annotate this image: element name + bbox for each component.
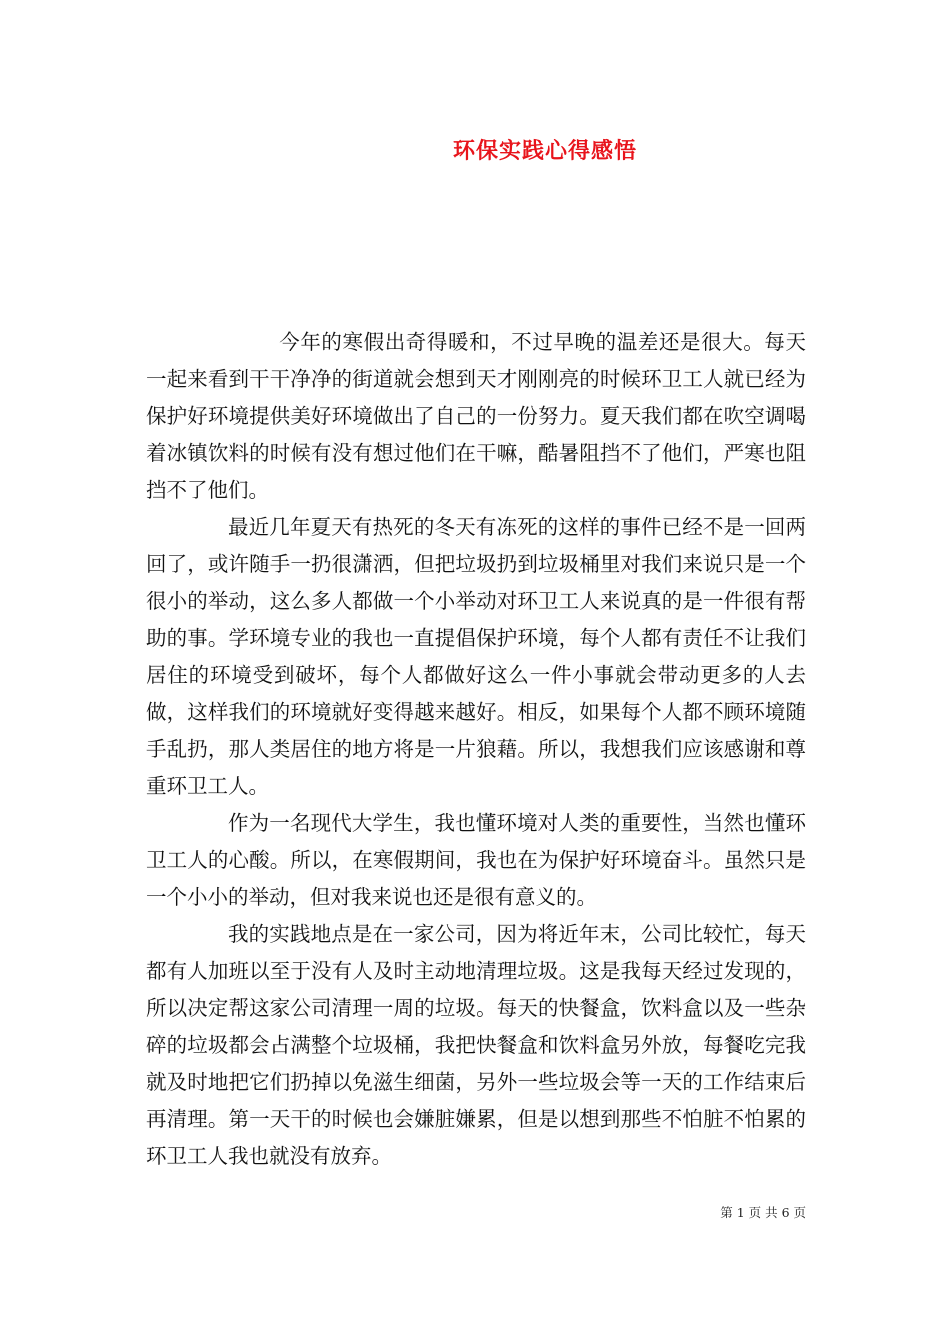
document-body bbox=[146, 324, 806, 1175]
paragraph-3: 作为一名现代大学生，我也懂环境对人类的重要性，当然也懂环卫工人的心酸。所以，在寒假期间，我也在为保护好环境奋斗。虽然只是一个小小的举动，但对我来说也还是很有意义的。 bbox=[146, 811, 806, 909]
page-title: 环保实践心得感悟 bbox=[452, 138, 637, 164]
paragraph-4: 我的实践地点是在一家公司，因为将近年末，公司比较忙，每天都有人加班以至于没有人及时主动地清理垃圾。这是我每天经过发现的，所以决定帮这家公司清理一周的垃圾。每天的快餐盒，饮料盒以及一些杂碎的垃圾都会占满整个垃圾桶，我把快餐盒和饮料盒另外放，每餐吃完我就及时地把它们扔掉以免滋生细菌，另外一些垃圾会等一天的工作结束后再清理。第一天干的时候也会嫌脏嫌累，但是以想到那些不怕脏不怕累的环卫工人我也就没有放弃。 bbox=[146, 922, 806, 1168]
paragraph-2: 最近几年夏天有热死的冬天有冻死的这样的事件已经不是一回两回了，或许随手一扔很潇洒，但把垃圾扔到垃圾桶里对我们来说只是一个很小的举动，这么多人都做一个小举动对环卫工人来说真的是一件很有帮助的事。学环境专业的我也一直提倡保护环境，每个人都有责任不让我们居住的环境受到破坏，每个人都做好这么一件小事就会带动更多的人去做，这样我们的环境就好变得越来越好。相反，如果每个人都不顾环境随手乱扔，那人类居住的地方将是一片狼藉。所以，我想我们应该感谢和尊重环卫工人。 bbox=[146, 515, 806, 798]
page-footer: 第 1 页 共 6 页 bbox=[720, 1205, 806, 1220]
paragraph-1: 今年的寒假出奇得暖和，不过早晚的温差还是很大。每天一起来看到干干净净的街道就会想到天才刚刚亮的时候环卫工人就已经为保护好环境提供美好环境做出了自己的一份努力。夏天我们都在吹空调喝着冰镇饮料的时候有没有想过他们在干嘛，酷暑阻挡不了他们，严寒也阻挡不了他们。 bbox=[146, 330, 806, 502]
